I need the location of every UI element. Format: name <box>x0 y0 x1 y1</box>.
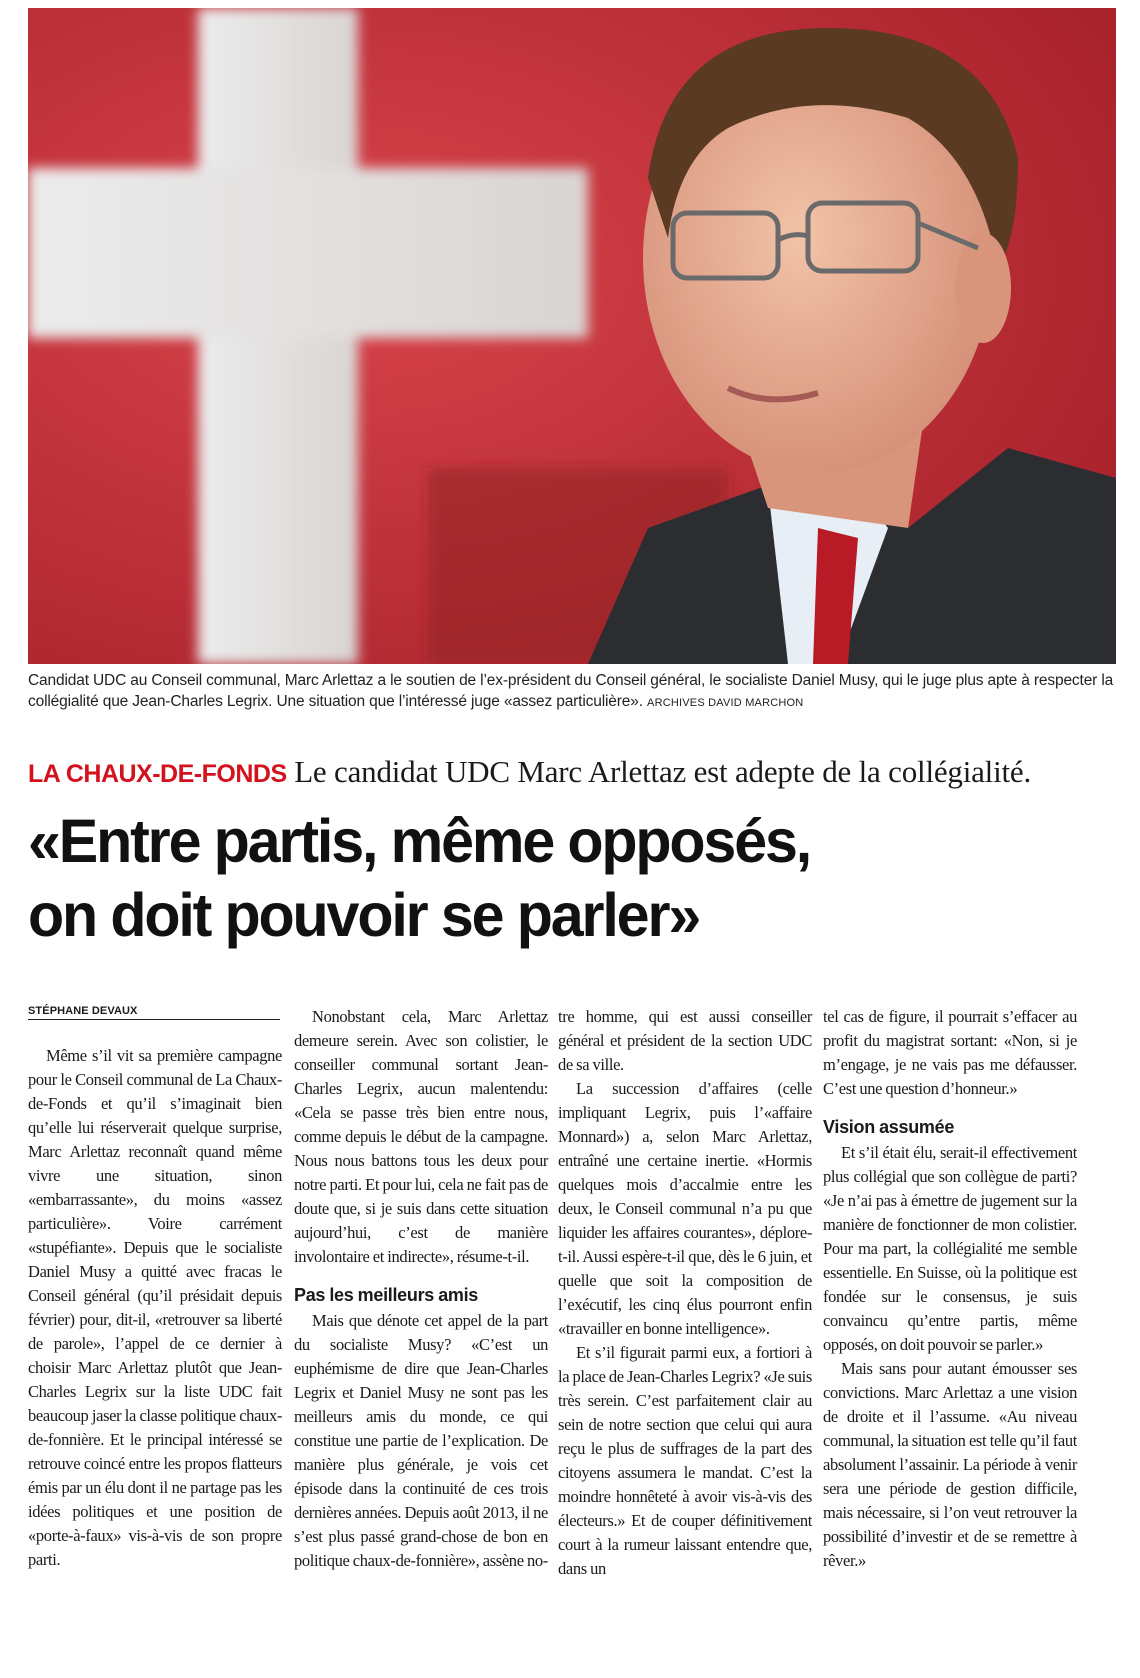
byline-author: STÉPHANE DEVAUX <box>28 1005 138 1017</box>
column-4 <box>823 1005 1077 1573</box>
column-1 <box>28 1044 282 1572</box>
photo-caption <box>28 670 1116 714</box>
headline-line-2: on doit pouvoir se parler» <box>28 881 700 949</box>
paragraph: tre homme, qui est aussi conseiller général et président de la section UDC de sa ville. <box>558 1007 812 1074</box>
paragraph: Et s’il était élu, serait-il effectivement plus collégial que son collègue de parti? «Je n’ai pas à émettre de jugement sur la manière de fonctionner de mon colistier. Pour ma part, la collégialité me semble essentielle. En Suisse, où la politique est fondée sur le consensus, je suis convaincu qu’entre partis, même opposés, on doit pouvoir se parler.» <box>823 1143 1077 1354</box>
kicker-line <box>28 752 1118 794</box>
headline-line-1: «Entre partis, même opposés, <box>28 807 811 875</box>
paragraph: Et s’il figurait parmi eux, a fortiori à la place de Jean-Charles Legrix? «Je suis très serein. C’est parfaitement clair au sein de notre section que celui qui aura reçu le plus de suffrages de la part des citoyens assumera le mandat. C’est la moindre honnêteté à avoir vis-à-vis des électeurs.» Et de couper définitivement court à la rumeur laissant entendre que, dans un <box>558 1343 812 1578</box>
subheading: Pas les meilleurs amis <box>294 1285 479 1305</box>
article-photo <box>28 8 1116 664</box>
headline <box>28 804 1095 952</box>
column-2 <box>294 1005 548 1573</box>
column-3 <box>558 1005 812 1581</box>
portrait-photo-illustration <box>28 8 1116 664</box>
kicker-label: LA CHAUX-DE-FONDS <box>28 760 287 788</box>
paragraph: La succession d’affaires (celle impliquant Legrix, puis l’«affaire Monnard») a, selon Marc Arlettaz, entraîné une certaine inertie. «Hormis quelques mois d’accalmie entre les deux, le Conseil communal n’a pu que liquider les affaires courantes», déplore-t-il. Aussi espère-t-il que, dès le 6 juin, et quelle que soit la composition de l’exécutif, les cinq élus pourront enfin «travailler en bonne intelligence». <box>558 1079 812 1338</box>
byline <box>28 1004 280 1020</box>
kicker-text: Le candidat UDC Marc Arlettaz est adepte de la collégialité. <box>294 754 1032 789</box>
paragraph: Mais que dénote cet appel de la part du socialiste Musy? «C’est un euphémisme de dire que Jean-Charles Legrix et Daniel Musy ne sont pas les meilleurs amis du monde, ce qui constitue une partie de l’explication. De manière plus générale, je vois cet épisode dans la continuité de ces trois dernières années. Depuis août 2013, il ne s’est plus passé grand-chose de bon en politique chaux-de-fonnière», assène no- <box>294 1311 548 1570</box>
subheading: Vision assumée <box>823 1117 955 1137</box>
paragraph: tel cas de figure, il pourrait s’effacer au profit du magistrat sortant: «Non, si je m’engage, je ne vais pas me défausser. C’est une question d’honneur.» <box>823 1007 1077 1098</box>
paragraph: Mais sans pour autant émousser ses convictions. Marc Arlettaz a une vision de droite et il l’assume. «Au niveau communal, la situation est telle qu’il faut absolument l’assainir. La période à venir sera une période de gestion difficile, mais nécessaire, si l’on veut retrouver la possibilité d’investir et de se remettre à rêver.» <box>823 1359 1077 1570</box>
photo-credit: ARCHIVES DAVID MARCHON <box>647 697 804 709</box>
caption-text: Candidat UDC au Conseil communal, Marc Arlettaz a le soutien de l’ex-président du Conseil général, le socialiste Daniel Musy, qui le juge plus apte à respecter la collégialité que Jean-Charles Legrix. Une situation que l’intéressé juge «assez particulière». <box>28 672 1114 710</box>
paragraph: Même s’il vit sa première campagne pour le Conseil communal de La Chaux-de-Fonds et qu’il s’imaginait bien qu’elle lui réserverait quelque surprise, Marc Arlettaz reconnaît quand même vivre une situation, sinon «embarrassante», du moins «assez particulière». Voire carrément «stupéfiante». Depuis que le socialiste Daniel Musy a quitté avec fracas le Conseil général (qu’il présidait depuis février) pour, dit-il, «retrouver sa liberté de parole», l’appel de ce dernier à choisir Marc Arlettaz plutôt que Jean-Charles Legrix sur la liste UDC fait beaucoup jaser la classe politique chaux-de-fonnière. Et le principal intéressé se retrouve coincé entre les propos flatteurs émis par un élu dont il ne partage pas les idées politiques et une position de «porte-à-faux» vis-à-vis de son propre parti. <box>28 1046 282 1569</box>
paragraph: Nonobstant cela, Marc Arlettaz demeure serein. Avec son colistier, le conseiller communal sortant Jean-Charles Legrix, aucun malentendu: «Cela se passe très bien entre nous, comme depuis le début de la campagne. Nous nous battons tous les deux pour notre parti. Et pour lui, cela ne fait pas de doute que, si je suis dans cette situation aujourd’hui, c’est de manière involontaire et indirecte», résume-t-il. <box>294 1007 548 1266</box>
